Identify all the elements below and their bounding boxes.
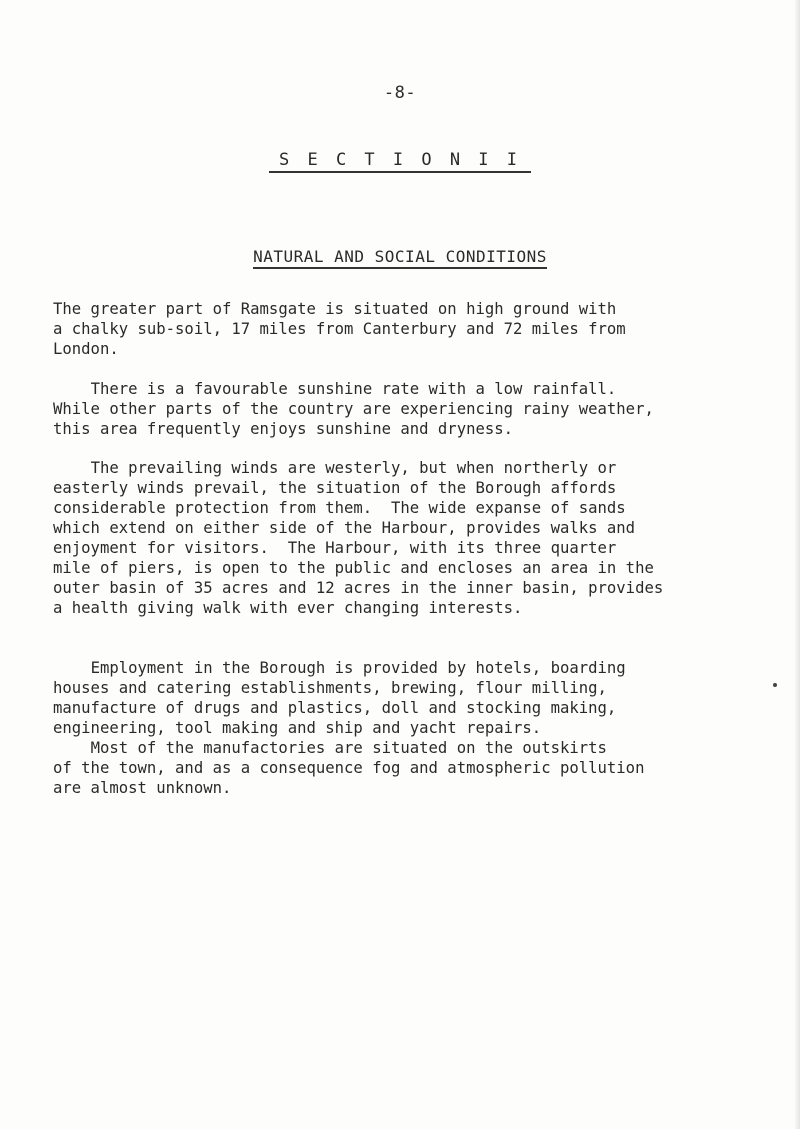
sub-heading bbox=[0, 247, 800, 269]
paragraph-climate: There is a favourable sunshine rate with a low rainfall. While other parts of the country are experiencing rainy weather, this area frequently enjoys sunshine and dryness. bbox=[53, 380, 654, 438]
paragraph-employment: Employment in the Borough is provided by hotels, boarding houses and catering establishments, brewing, flour milling, manufacture of drugs and plastics, doll and stocking making, engineering, tool making and ship and yacht repairs. bbox=[53, 659, 626, 737]
paragraph-location: The greater part of Ramsgate is situated on high ground with a chalky sub-soil, 17 miles from Canterbury and 72 miles from London. bbox=[53, 300, 626, 358]
page-number: -8- bbox=[383, 83, 417, 103]
paragraph-manufactories: Most of the manufactories are situated on the outskirts of the town, and as a consequence fog and atmospheric pollution are almost unknown. bbox=[53, 739, 645, 797]
section-heading-text: S E C T I O N I I bbox=[269, 150, 531, 173]
scan-edge-shadow bbox=[794, 0, 800, 1129]
section-heading bbox=[0, 150, 800, 173]
scan-speck bbox=[773, 683, 777, 687]
sub-heading-text: NATURAL AND SOCIAL CONDITIONS bbox=[253, 247, 547, 269]
paragraph-winds-harbour: The prevailing winds are westerly, but when northerly or easterly winds prevail, the situation of the Borough affords considerable protection from them. The wide expanse of sands which extend on either side of the Harbour, provides walks and enjoyment for visitors. The Harbour, with its three quarter mile of piers, is open to the public and encloses an area in the outer basin of 35 acres and 12 acres in the inner basin, provides a health giving walk with ever changing interests. bbox=[53, 459, 664, 617]
